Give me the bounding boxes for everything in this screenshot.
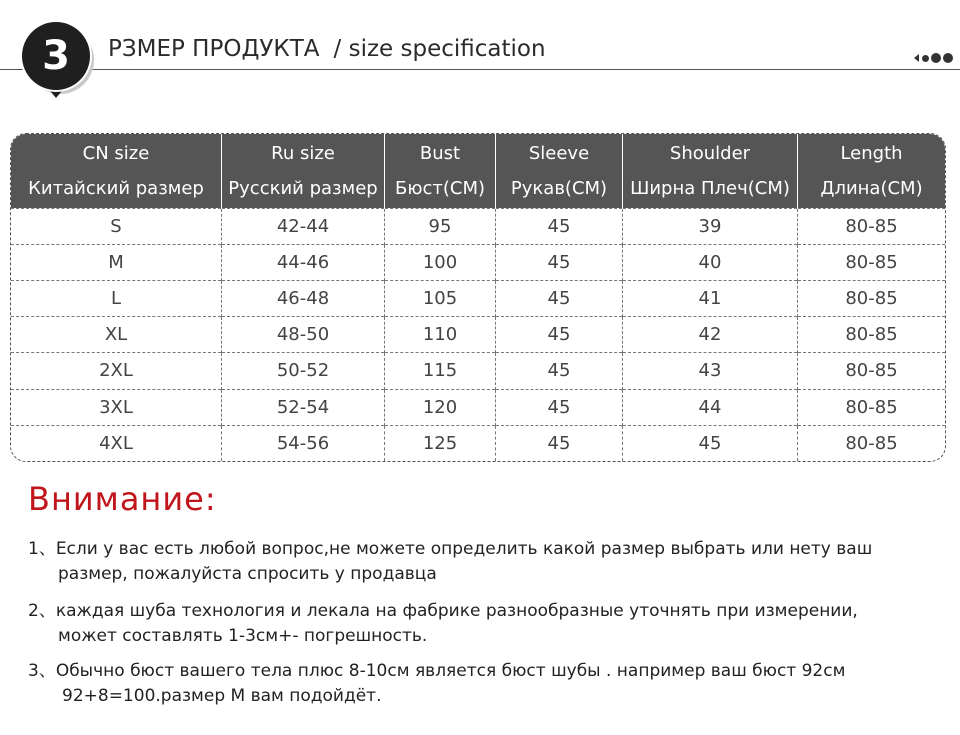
cell-shoulder: 44 <box>623 389 798 425</box>
cell-shoulder: 39 <box>623 208 798 244</box>
cell-sleeve: 45 <box>496 389 623 425</box>
table-row <box>11 208 945 244</box>
cell-shoulder: 42 <box>623 317 798 353</box>
cell-cn-size: 3XL <box>11 389 222 425</box>
cell-bust: 110 <box>385 317 496 353</box>
decorative-dots-icon <box>914 51 955 65</box>
table-row <box>11 317 945 353</box>
header-divider-line <box>0 69 960 70</box>
notice-line-1-cont: размер, пожалуйста спросить у продавца <box>58 564 437 584</box>
table-row <box>11 353 945 389</box>
cell-cn-size: 4XL <box>11 425 222 461</box>
section-title-ru: РЗМЕР ПРОДУКТА <box>108 36 320 62</box>
cell-ru-size: 54-56 <box>222 425 385 461</box>
cell-bust: 120 <box>385 389 496 425</box>
column-header-bust: Bust Бюст(CM) <box>385 134 496 208</box>
cell-ru-size: 44-46 <box>222 244 385 280</box>
table-header-row <box>11 134 945 208</box>
table-row <box>11 389 945 425</box>
cell-length: 80-85 <box>798 389 946 425</box>
cell-ru-size: 48-50 <box>222 317 385 353</box>
section-title-en: / size specification <box>333 36 546 62</box>
cell-sleeve: 45 <box>496 353 623 389</box>
cell-length: 80-85 <box>798 280 946 316</box>
cell-bust: 95 <box>385 208 496 244</box>
cell-shoulder: 40 <box>623 244 798 280</box>
cell-cn-size: S <box>11 208 222 244</box>
cell-sleeve: 45 <box>496 208 623 244</box>
column-header-shoulder: Shoulder Ширна Плеч(CM) <box>623 134 798 208</box>
size-table <box>10 133 946 462</box>
notice-title: Внимание: <box>28 480 217 518</box>
cell-ru-size: 52-54 <box>222 389 385 425</box>
cell-cn-size: L <box>11 280 222 316</box>
cell-length: 80-85 <box>798 425 946 461</box>
column-header-ru-size: Ru size Русский размер <box>222 134 385 208</box>
cell-length: 80-85 <box>798 208 946 244</box>
table-row <box>11 244 945 280</box>
section-title <box>108 36 546 62</box>
column-header-sleeve: Sleeve Рукав(CM) <box>496 134 623 208</box>
cell-ru-size: 50-52 <box>222 353 385 389</box>
cell-bust: 100 <box>385 244 496 280</box>
cell-ru-size: 42-44 <box>222 208 385 244</box>
section-number-badge: 3 <box>22 22 90 90</box>
cell-length: 80-85 <box>798 353 946 389</box>
cell-cn-size: 2XL <box>11 353 222 389</box>
cell-length: 80-85 <box>798 317 946 353</box>
cell-bust: 105 <box>385 280 496 316</box>
notice-line-2: 2、каждая шуба технология и лекала на фабрике разнообразные уточнять при измерении, <box>28 601 858 621</box>
cell-cn-size: XL <box>11 317 222 353</box>
cell-sleeve: 45 <box>496 244 623 280</box>
cell-shoulder: 43 <box>623 353 798 389</box>
cell-sleeve: 45 <box>496 425 623 461</box>
cell-ru-size: 46-48 <box>222 280 385 316</box>
notice-line-3: 3、Обычно бюст вашего тела плюс 8-10см является бюст шубы . например ваш бюст 92см <box>28 661 846 681</box>
cell-sleeve: 45 <box>496 317 623 353</box>
notice-line-1: 1、Если у вас есть любой вопрос,не можете определить какой размер выбрать или нету ваш <box>28 539 873 559</box>
notice-line-3-cont: 92+8=100.размер M вам подойдёт. <box>62 686 382 706</box>
cell-cn-size: M <box>11 244 222 280</box>
cell-shoulder: 45 <box>623 425 798 461</box>
notice-line-2-cont: может составлять 1-3см+- погрешность. <box>58 626 428 646</box>
cell-sleeve: 45 <box>496 280 623 316</box>
cell-shoulder: 41 <box>623 280 798 316</box>
cell-bust: 115 <box>385 353 496 389</box>
column-header-length: Length Длина(CM) <box>798 134 946 208</box>
table-row <box>11 280 945 316</box>
column-header-cn-size: CN size Китайский размер <box>11 134 222 208</box>
table-row <box>11 425 945 461</box>
cell-bust: 125 <box>385 425 496 461</box>
cell-length: 80-85 <box>798 244 946 280</box>
